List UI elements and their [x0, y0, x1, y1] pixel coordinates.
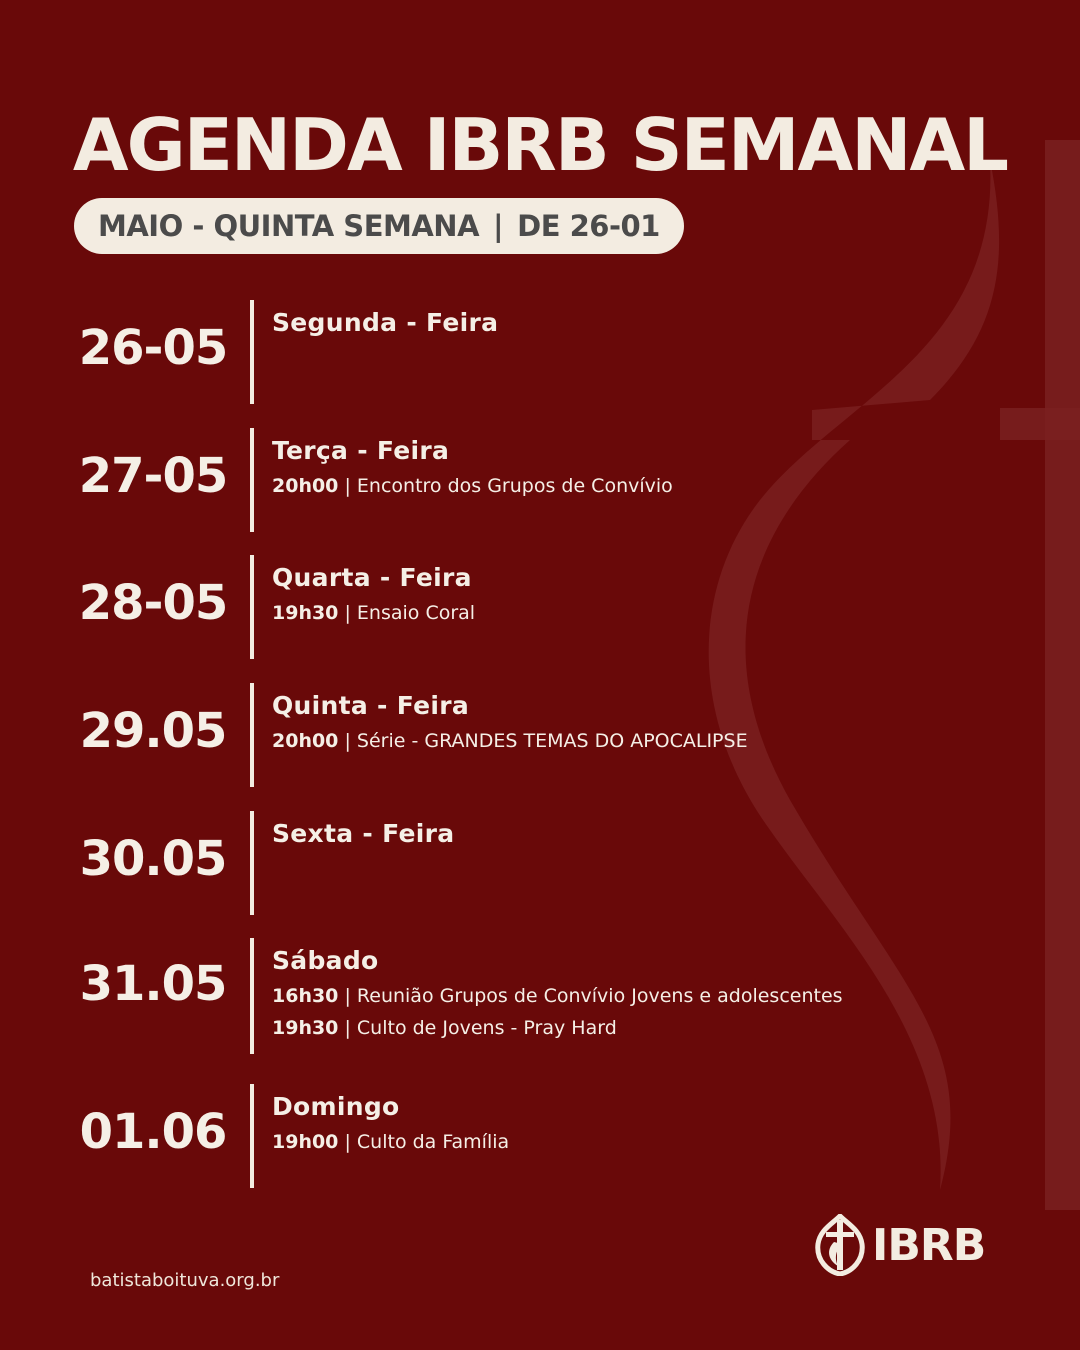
schedule-row-sunday: [0, 1084, 1080, 1188]
divider-line: [250, 1084, 254, 1188]
weekday-label: Segunda - Feira: [272, 308, 499, 337]
event-time: 20h00: [272, 475, 339, 497]
event-time: 16h30: [272, 985, 339, 1007]
schedule-row-monday: [0, 300, 1080, 404]
event-time: 19h00: [272, 1131, 339, 1153]
event-item: 20h00 | Encontro dos Grupos de Convívio: [272, 475, 673, 497]
weekday-label: Sexta - Feira: [272, 819, 455, 848]
date-label: 29.05: [79, 703, 227, 759]
event-description: Culto de Jovens - Pray Hard: [356, 1017, 617, 1039]
ibrb-logo: [812, 1214, 985, 1276]
weekday-label: Quarta - Feira: [272, 563, 472, 592]
divider-line: [250, 300, 254, 404]
date-label: 30.05: [79, 831, 227, 887]
page-title: AGENDA IBRB SEMANAL: [72, 103, 1008, 187]
divider-line: [250, 683, 254, 787]
event-time: 20h00: [272, 730, 339, 752]
event-item: 19h30 | Ensaio Coral: [272, 602, 476, 624]
date-range: DE 26-01: [517, 209, 660, 243]
divider-line: [250, 938, 254, 1054]
event-description: Reunião Grupos de Convívio Jovens e adolescentes: [356, 985, 843, 1007]
date-label: 27-05: [78, 448, 228, 504]
event-item: 19h00 | Culto da Família: [272, 1131, 510, 1153]
event-item: 20h00 | Série - GRANDES TEMAS DO APOCALIPSE: [272, 730, 748, 752]
week-badge: [74, 198, 684, 254]
website-link[interactable]: batistaboituva.org.br: [90, 1270, 280, 1291]
weekday-label: Terça - Feira: [272, 436, 450, 465]
badge-separator: |: [493, 209, 504, 243]
event-description: Encontro dos Grupos de Convívio: [356, 475, 673, 497]
schedule-row-wednesday: [0, 555, 1080, 659]
event-description: Ensaio Coral: [356, 602, 476, 624]
divider-line: [250, 811, 254, 915]
divider-line: [250, 555, 254, 659]
date-label: 28-05: [78, 575, 228, 631]
event-time: 19h30: [272, 1017, 339, 1039]
schedule-row-tuesday: [0, 428, 1080, 532]
event-description: Série - GRANDES TEMAS DO APOCALIPSE: [356, 730, 748, 752]
date-label: 26-05: [78, 320, 228, 376]
date-label: 31.05: [79, 956, 227, 1012]
schedule-row-thursday: [0, 683, 1080, 787]
schedule-row-saturday: [0, 938, 1080, 1054]
weekday-label: Quinta - Feira: [272, 691, 470, 720]
flame-cross-logo-icon: [812, 1214, 868, 1276]
week-label: MAIO - QUINTA SEMANA: [98, 209, 480, 243]
event-item: 16h30 | Reunião Grupos de Convívio Jovens e adolescentes: [272, 985, 843, 1007]
date-label: 01.06: [79, 1104, 227, 1160]
event-time: 19h30: [272, 602, 339, 624]
event-item: 19h30 | Culto de Jovens - Pray Hard: [272, 1017, 617, 1039]
weekday-label: Domingo: [272, 1092, 400, 1121]
weekday-label: Sábado: [272, 946, 379, 975]
divider-line: [250, 428, 254, 532]
event-description: Culto da Família: [356, 1131, 510, 1153]
logo-text: IBRB: [872, 1219, 986, 1271]
schedule-row-friday: [0, 811, 1080, 915]
